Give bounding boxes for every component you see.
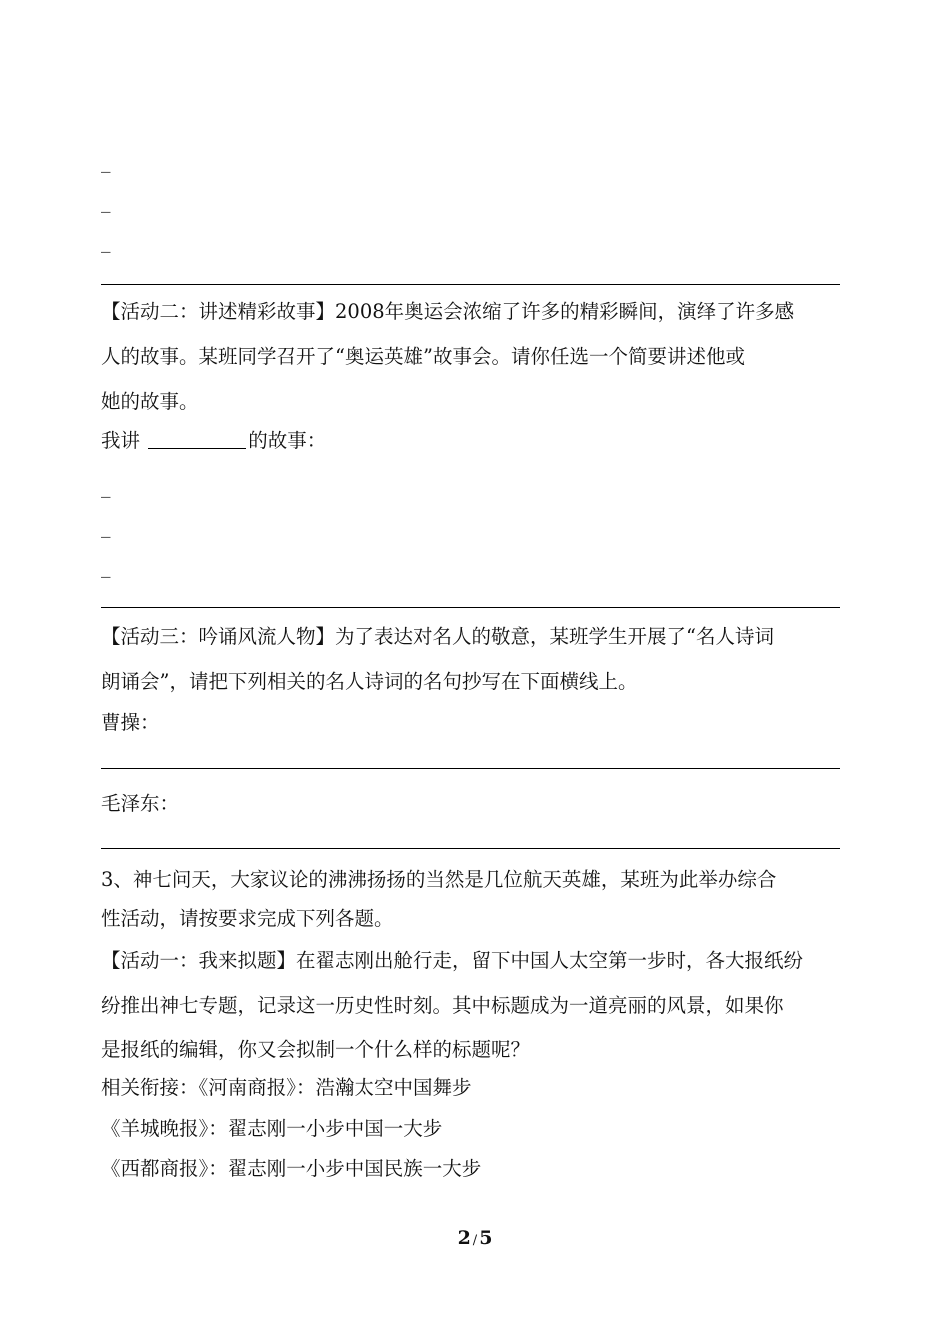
answer-line-dash: _: [101, 151, 111, 173]
story-name-blank[interactable]: [148, 430, 246, 449]
activity2-text-line-2: 人的故事。某班同学召开了“奥运英雄”故事会。请你任选一个简要讲述他或: [101, 345, 745, 368]
question3-text-line-5: 是报纸的编辑，你又会拟制一个什么样的标题呢？: [101, 1038, 531, 1061]
page-current: 2: [457, 1227, 471, 1249]
story-prompt-suffix: 的故事：: [248, 429, 327, 452]
page-separator: /: [472, 1233, 478, 1248]
mao-zedong-label: 毛泽东：: [101, 792, 180, 815]
mao-zedong-answer-rule[interactable]: [101, 848, 840, 849]
answer-line-dash: _: [101, 191, 111, 213]
question3-text-line-3: 【活动一：我来拟题】在翟志刚出舱行走，留下中国人太空第一步时，各大报纸纷: [101, 949, 804, 972]
story-prompt-prefix: 我讲: [101, 429, 141, 452]
activity2-text-line-1: 【活动二：讲述精彩故事】2008年奥运会浓缩了许多的精彩瞬间，演绎了许多感: [101, 300, 795, 323]
question3-text-line-7: 《羊城晚报》：翟志刚一小步中国一大步: [101, 1117, 443, 1140]
activity3-text-line-1: 【活动三：吟诵风流人物】为了表达对名人的敬意，某班学生开展了“名人诗词: [101, 625, 774, 648]
activity2-text-line-3: 她的故事。: [101, 390, 199, 413]
answer-line-dash: _: [101, 516, 111, 538]
question3-text-line-4: 纷推出神七专题，记录这一历史性时刻。其中标题成为一道亮丽的风景，如果你: [101, 994, 784, 1017]
question3-text-line-6: 相关衔接：《河南商报》：浩瀚太空中国舞步: [101, 1076, 472, 1099]
question3-text-line-8: 《西都商报》：翟志刚一小步中国民族一大步: [101, 1157, 482, 1180]
answer-rule: [101, 607, 840, 608]
answer-line-dash: _: [101, 556, 111, 578]
answer-rule: [101, 284, 840, 285]
story-prompt: [101, 428, 326, 454]
cao-cao-answer-rule[interactable]: [101, 768, 840, 769]
question3-text-line-2: 性活动，请按要求完成下列各题。: [101, 907, 394, 930]
answer-line-dash: _: [101, 476, 111, 498]
question3-text-line-1: 3、神七问天，大家议论的沸沸扬扬的当然是几位航天英雄，某班为此举办综合: [101, 868, 777, 891]
cao-cao-label: 曹操：: [101, 711, 160, 734]
page-total: 5: [479, 1227, 493, 1249]
activity3-text-line-2: 朗诵会”，请把下列相关的名人诗词的名句抄写在下面横线上。: [101, 670, 638, 693]
answer-line-dash: _: [101, 231, 111, 253]
page-number: [0, 1227, 950, 1249]
